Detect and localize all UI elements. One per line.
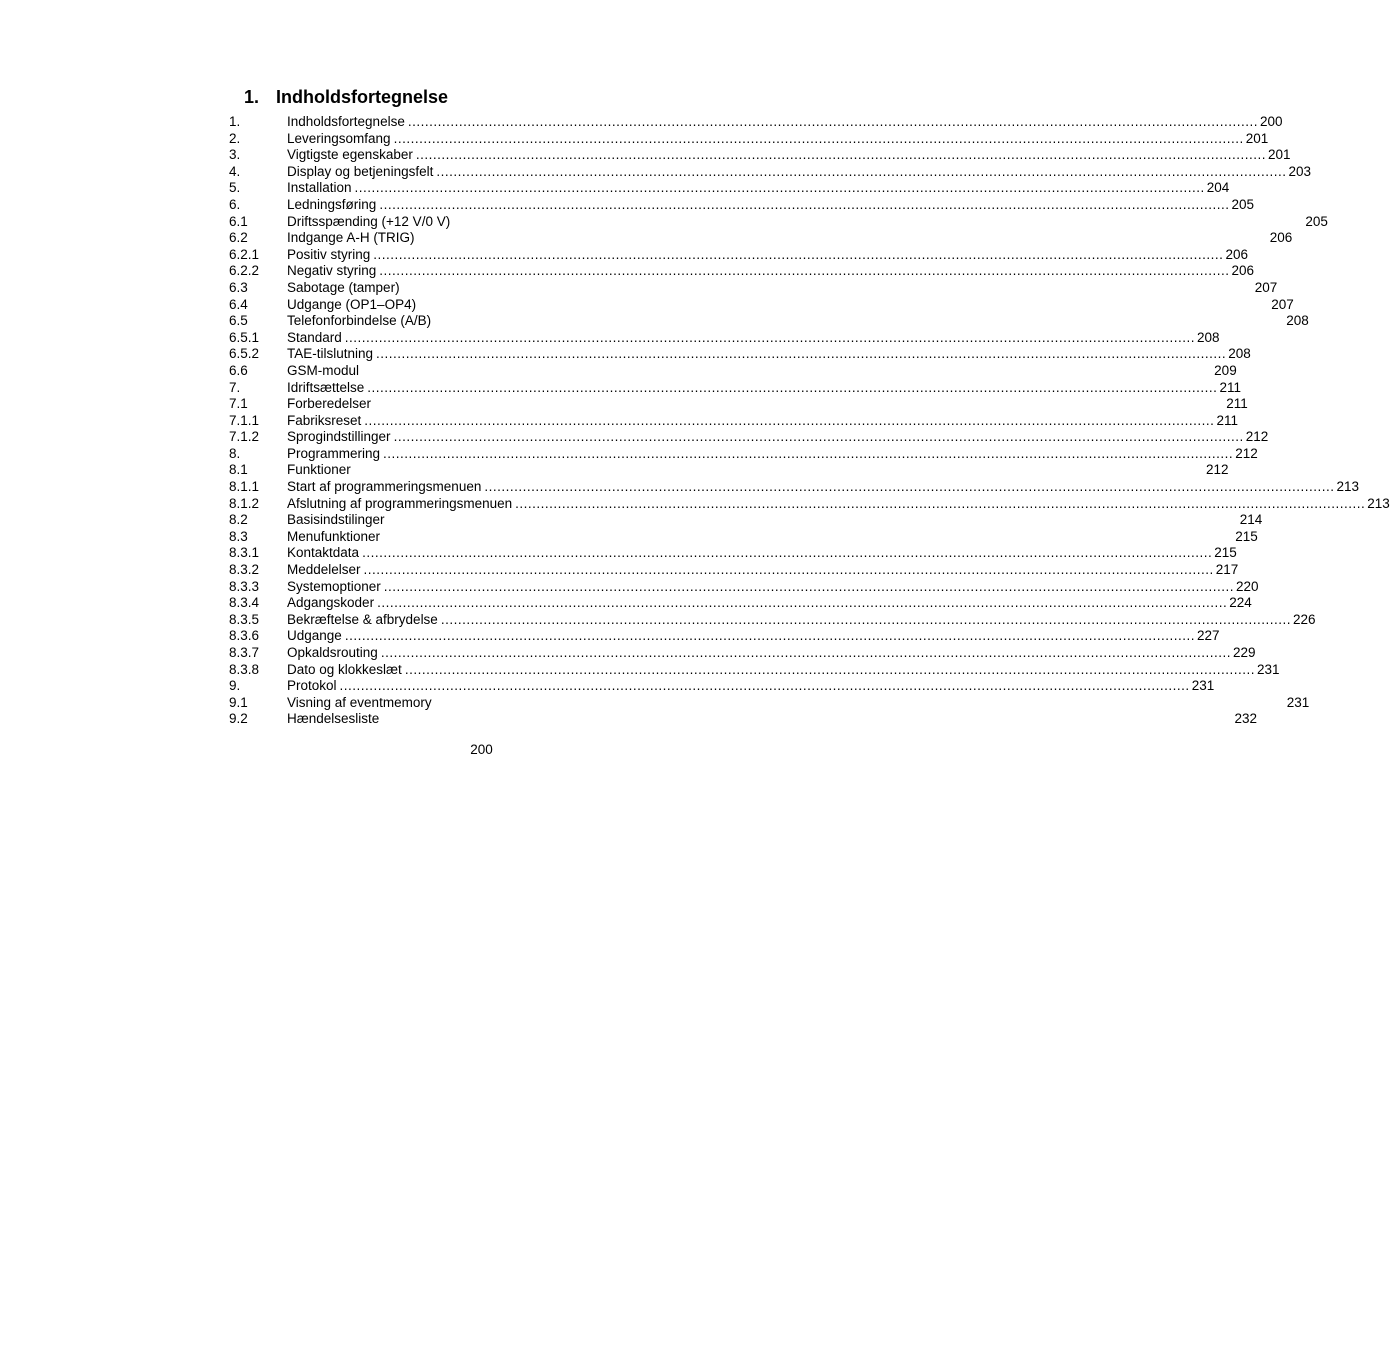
toc-leader-dots: ........................................................................................................................................................................................................ [515, 495, 1366, 511]
toc-entry-title: Menufunktioner [287, 528, 381, 544]
toc-entry-number: 7. [229, 379, 241, 395]
toc-entry-title: Display og betjeningsfelt [287, 163, 434, 179]
toc-entry-title: Leveringsomfang [287, 130, 391, 146]
toc-entry-number: 7.1.2 [229, 429, 260, 445]
toc-entry-page: 206 [1225, 246, 1248, 262]
toc-entry-page: 213 [1336, 479, 1360, 495]
toc-leader-dots: ........................................................................................................................................................................................................ [362, 545, 1213, 561]
toc-leader-dots: ........................................................................................................................................................................................................ [377, 595, 1228, 611]
toc-leader-dots: ........................................................................................................................................................................................................ [380, 645, 1231, 660]
toc-entry[interactable] [229, 362, 1237, 380]
toc-entry-number: 6.5.2 [229, 346, 260, 362]
toc-entry-page: 209 [1214, 362, 1237, 378]
toc-leader-dots: ........................................................................................................................................................................................................ [440, 611, 1291, 627]
toc-entry-title: Udgange [287, 628, 342, 644]
toc-entry[interactable] [229, 445, 1258, 463]
toc-entry[interactable] [229, 329, 1220, 347]
toc-leader-dots: ........................................................................................................................................................................................................ [383, 578, 1234, 594]
toc-entry-page: 231 [1256, 661, 1280, 677]
toc-entry-title: Forberedelser [287, 396, 372, 412]
toc-entry[interactable] [229, 645, 1256, 662]
toc-entry-title: Hændelsesliste [287, 711, 380, 727]
toc-entry-number: 9. [229, 678, 241, 694]
toc-entry-number: 8.2 [229, 512, 248, 528]
toc-entry-number: 8.3.2 [229, 562, 260, 578]
toc-entry[interactable] [229, 114, 1283, 131]
toc-entry-number: 8.3.4 [229, 595, 260, 611]
toc-entry-number: 6.1 [229, 213, 248, 229]
toc-entry-page: 201 [1268, 147, 1291, 163]
toc-leader-dots: ........................................................................................................................................................................................................ [363, 562, 1214, 578]
toc-entry-title: Funktioner [287, 462, 351, 478]
toc-entry[interactable] [229, 379, 1241, 397]
toc-leader-dots: ........................................................................................................................................................................................................ [373, 246, 1224, 262]
toc-entry-number: 7.1.1 [229, 412, 260, 428]
heading-title: Indholdsfortegnelse [276, 87, 449, 107]
toc-entry-title: Sprogindstillinger [287, 429, 391, 445]
toc-entry-page: 203 [1288, 163, 1312, 179]
toc-entry-number: 6.5 [229, 313, 248, 329]
toc-entry-page: 207 [1254, 279, 1278, 295]
toc-entry[interactable] [229, 130, 1269, 148]
toc-entry-title: Indholdsfortegnelse [287, 114, 405, 129]
toc-entry-title: Meddelelser [287, 562, 361, 578]
toc-entry-title: Negativ styring [287, 263, 377, 279]
toc-entry[interactable] [229, 346, 1251, 363]
toc-entry-page: 232 [1234, 711, 1257, 727]
toc-entry-page: 205 [1231, 196, 1254, 212]
toc-entry-page: 212 [1235, 445, 1258, 461]
toc-leader-dots: ........................................................................................................................................................................................................ [376, 346, 1227, 362]
toc-leader-dots: ........................................................................................................................................................................................................ [436, 163, 1287, 179]
toc-entry-number: 6.2.1 [229, 246, 260, 262]
toc-entry[interactable] [229, 279, 1278, 297]
toc-entry[interactable] [229, 412, 1238, 430]
toc-entry-number: 6.6 [229, 362, 248, 378]
toc-leader-dots: ........................................................................................................................................................................................................ [344, 329, 1195, 345]
toc-entry-number: 6.2.2 [229, 263, 260, 279]
toc-entry[interactable] [229, 678, 1215, 695]
toc-entry-number: 8.3.3 [229, 578, 260, 594]
page-title [244, 87, 448, 108]
toc-entry-number: 8.3.8 [229, 661, 260, 677]
toc-entry-title: Vigtigste egenskaber [287, 147, 413, 163]
toc-entry[interactable] [229, 694, 1310, 712]
toc-entry-title: Driftsspænding (+12 V/0 V) [287, 213, 451, 229]
toc-entry-number: 5. [229, 180, 241, 196]
toc-leader-dots: ........................................................................................................................................................................................................ [354, 180, 1205, 196]
toc-leader-dots: ........................................................................................................................................................................................................ [379, 196, 1230, 212]
toc-entry-title: Systemoptioner [287, 578, 381, 594]
toc-entry-number: 7.1 [229, 396, 248, 412]
toc-entry-page: 231 [1191, 678, 1215, 694]
toc-entry-number: 6. [229, 196, 241, 212]
toc-entry-page: 200 [1260, 114, 1283, 129]
toc-entry-number: 8.3.1 [229, 545, 260, 561]
toc-entry-number: 8.1 [229, 462, 248, 478]
toc-entry-page: 206 [1231, 263, 1254, 279]
toc-leader-dots: ........................................................................................................................................................................................................ [344, 628, 1195, 644]
toc-entry-title: Adgangskoder [287, 595, 375, 611]
toc-entry[interactable] [229, 512, 1263, 529]
toc-leader-dots: ........................................................................................................................................................................................................ [379, 263, 1230, 279]
toc-entry-title: Opkaldsrouting [287, 645, 378, 660]
toc-leader-dots: ........................................................................................................................................................................................................ [484, 479, 1335, 495]
toc-entry-page: 205 [1305, 213, 1328, 229]
toc-entry[interactable] [229, 611, 1316, 629]
toc-entry-title: Bekræftelse & afbrydelse [287, 611, 438, 627]
toc-entry-title: Protokol [287, 678, 337, 694]
toc-entry-number: 2. [229, 130, 241, 146]
toc-entry-page: 220 [1235, 578, 1259, 594]
toc-entry-title: Programmering [287, 445, 381, 461]
toc-leader-dots: ........................................................................................................................................................................................................ [383, 445, 1234, 461]
toc-entry-page: 208 [1228, 346, 1251, 362]
toc-entry-title: Positiv styring [287, 246, 371, 262]
toc-entry-number: 8.3.7 [229, 645, 260, 660]
toc-entry[interactable] [229, 296, 1294, 314]
toc-leader-dots: ........................................................................................................................................................................................................ [393, 130, 1244, 146]
toc-entry-page: 201 [1245, 130, 1269, 146]
toc-entry-number: 9.1 [229, 694, 248, 710]
toc-entry[interactable] [229, 313, 1309, 330]
toc-entry-number: 3. [229, 147, 241, 163]
toc-entry[interactable] [229, 263, 1254, 280]
toc-entry[interactable] [229, 595, 1252, 612]
toc-entry-page: 217 [1215, 562, 1239, 578]
toc-entry-number: 6.5.1 [229, 329, 260, 345]
toc-entry-title: Basisindstilinger [287, 512, 385, 528]
toc-entry[interactable] [229, 396, 1248, 413]
toc-entry[interactable] [229, 196, 1254, 214]
toc-entry-number: 8.3.5 [229, 611, 260, 627]
table-of-contents [229, 114, 1390, 728]
toc-entry-number: 8.3 [229, 528, 248, 544]
toc-entry-number: 8. [229, 445, 241, 461]
toc-entry-page: 204 [1206, 180, 1230, 196]
toc-entry-number: 6.4 [229, 296, 248, 312]
toc-entry-page: 208 [1286, 313, 1309, 329]
toc-entry[interactable] [229, 545, 1237, 562]
toc-entry-page: 212 [1205, 462, 1229, 478]
toc-entry-title: TAE-tilslutning [287, 346, 374, 362]
toc-entry-title: Telefonforbindelse (A/B) [287, 313, 432, 329]
toc-entry-number: 1. [229, 114, 241, 129]
toc-leader-dots: ........................................................................................................................................................................................................ [407, 114, 1258, 129]
toc-entry-page: 206 [1269, 230, 1293, 246]
toc-entry-page: 208 [1196, 329, 1220, 345]
toc-entry[interactable] [229, 230, 1293, 247]
toc-entry-title: Dato og klokkeslæt [287, 661, 402, 677]
toc-entry-title: Afslutning af programmeringsmenuen [287, 495, 513, 511]
toc-entry[interactable] [229, 528, 1258, 546]
toc-entry-number: 8.1.1 [229, 479, 260, 495]
toc-entry-title: GSM-modul [287, 362, 360, 378]
toc-entry-title: Visning af eventmemory [287, 694, 432, 710]
toc-entry[interactable] [229, 562, 1239, 579]
toc-entry[interactable] [229, 462, 1229, 479]
toc-entry[interactable] [229, 147, 1291, 164]
toc-entry-number: 6.2 [229, 230, 248, 246]
toc-entry-title: Standard [287, 329, 342, 345]
toc-entry-page: 214 [1239, 512, 1263, 528]
toc-entry[interactable] [229, 628, 1220, 645]
toc-entry-title: Fabriksreset [287, 412, 362, 428]
toc-entry-page: 211 [1219, 379, 1241, 395]
toc-entry-page: 231 [1286, 694, 1310, 710]
toc-leader-dots: ........................................................................................................................................................................................................ [364, 412, 1215, 428]
toc-entry-title: Idriftsættelse [287, 379, 365, 395]
toc-entry-title: Ledningsføring [287, 196, 377, 212]
toc-entry-number: 8.1.2 [229, 495, 260, 511]
toc-entry-page: 224 [1229, 595, 1252, 611]
toc-entry-number: 6.3 [229, 279, 248, 295]
toc-entry[interactable] [229, 711, 1257, 728]
heading-number: 1. [244, 87, 260, 107]
toc-leader-dots: ........................................................................................................................................................................................................ [367, 379, 1218, 395]
toc-entry[interactable] [229, 578, 1259, 596]
toc-entry-title: Udgange (OP1–OP4) [287, 296, 417, 312]
toc-entry-number: 9.2 [229, 711, 248, 727]
toc-entry-page: 229 [1232, 645, 1256, 660]
toc-entry[interactable] [229, 661, 1280, 679]
toc-entry-title: Sabotage (tamper) [287, 279, 400, 295]
toc-entry[interactable] [229, 246, 1248, 264]
toc-entry-page: 211 [1216, 412, 1238, 428]
toc-entry-title: Kontaktdata [287, 545, 360, 561]
toc-leader-dots: ........................................................................................................................................................................................................ [339, 678, 1190, 694]
toc-entry-number: 8.3.6 [229, 628, 260, 644]
toc-entry[interactable] [229, 495, 1390, 513]
toc-leader-dots: ........................................................................................................................................................................................................ [393, 429, 1244, 445]
page-number: 200 [470, 742, 493, 757]
toc-entry[interactable] [229, 213, 1328, 231]
toc-entry-title: Indgange A-H (TRIG) [287, 230, 415, 246]
toc-entry-page: 212 [1245, 429, 1269, 445]
toc-entry-page: 215 [1235, 528, 1258, 544]
toc-entry[interactable] [229, 180, 1230, 197]
toc-leader-dots: ........................................................................................................................................................................................................ [404, 661, 1255, 677]
toc-entry-title: Installation [287, 180, 352, 196]
toc-entry-page: 226 [1292, 611, 1316, 627]
toc-entry[interactable] [229, 429, 1269, 446]
toc-entry[interactable] [229, 479, 1360, 496]
toc-entry-title: Start af programmeringsmenuen [287, 479, 482, 495]
toc-entry[interactable] [229, 163, 1312, 181]
toc-entry-page: 207 [1271, 296, 1294, 312]
toc-leader-dots: ........................................................................................................................................................................................................ [415, 147, 1266, 163]
toc-entry-page: 213 [1367, 495, 1390, 511]
toc-entry-page: 211 [1226, 396, 1248, 412]
toc-entry-number: 4. [229, 163, 241, 179]
toc-entry-page: 215 [1214, 545, 1237, 561]
toc-entry-page: 227 [1196, 628, 1220, 644]
